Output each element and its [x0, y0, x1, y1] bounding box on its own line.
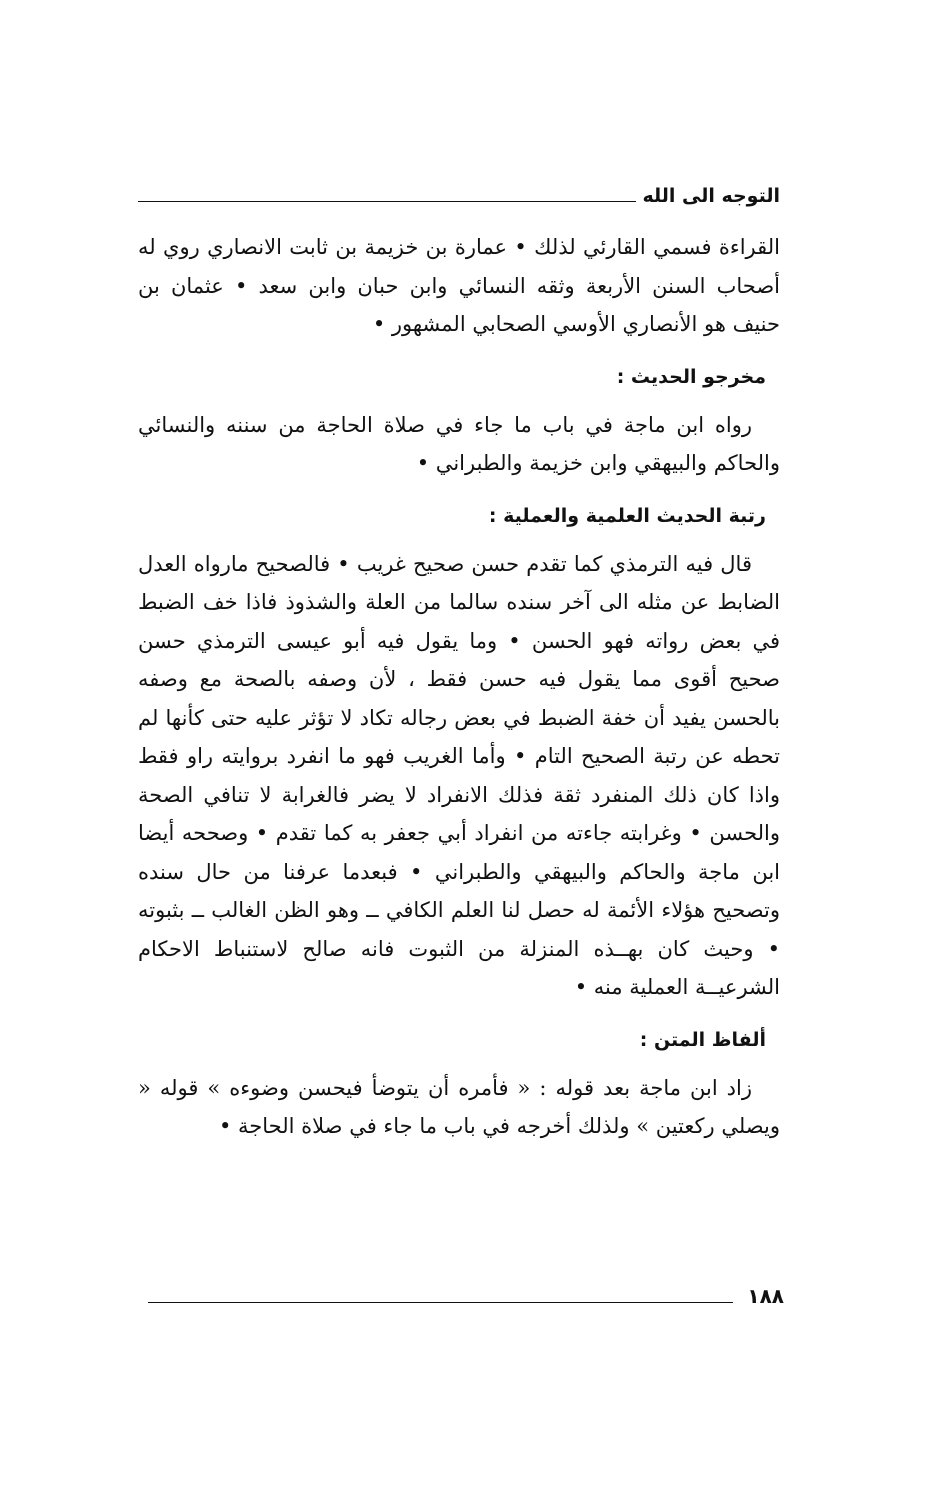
narrators-paragraph: القراءة فسمي القارئي لذلك • عمارة بن خزيمة بن ثابت الانصاري روي له أصحاب السنن الأربعة وثقه النسائي وابن حبان وابن سعد • عثمان بن حنيف هو الأنصاري الأوسي الصحابي المشهور • — [138, 235, 780, 336]
running-header — [138, 168, 780, 208]
heading-hadith-rank: رتبة الحديث العلمية والعملية : — [488, 504, 766, 527]
heading-hadith-sources: مخرجو الحديث : — [616, 365, 766, 388]
page-number: ١٨٨ — [747, 1284, 784, 1308]
header-rule — [138, 201, 636, 202]
text-wording-paragraph: زاد ابن ماجة بعد قوله : « فأمره أن يتوضأ فيحسن وضوءه » قوله « ويصلي ركعتين » ولذلك أخرجه في باب ما جاء في صلاة الحاجة • — [138, 1075, 780, 1138]
body-text — [138, 228, 780, 1146]
page-footer — [148, 1277, 784, 1307]
hadith-sources-paragraph: رواه ابن ماجة في باب ما جاء في صلاة الحاجة من سننه والنسائي والحاكم والبيهقي وابن خزيمة والطبراني • — [138, 412, 780, 475]
hadith-rank-paragraph: قال فيه الترمذي كما تقدم حسن صحيح غريب • فالصحيح مارواه العدل الضابط عن مثله الى آخر سنده سالما من العلة والشذوذ فاذا خف الضبط في بعض رواته فهو الحسن • وما يقول فيه أبو عيسى الترمذي حسن صحيح أقوى مما يقول فيه حسن فقط ، لأن وصفه بالصحة مع وصفه بالحسن يفيد أن خفة الضبط في بعض رجاله تكاد لا تؤثر عليه حتى كأنها لم تحطه عن رتبة الصحيح التام • وأما الغريب فهو ما انفرد بروايته راو فقط واذا كان ذلك المنفرد ثقة فذلك الانفراد لا يضر فالغرابة لا تنافي الصحة والحسن • وغرابته جاءته من انفراد أبي جعفر به كما تقدم • وصححه أيضا ابن ماجة والحاكم والبيهقي والطبراني • فبعدما عرفنا من حال سنده وتصحيح هؤلاء الأئمة له حصل لنا العلم الكافي ــ وهو الظن الغالب ــ بثبوته • وحيث كان بهــذه المنزلة من الثبوت فانه صالح لاستنباط الاحكام الشرعيــة العملية منه • — [138, 551, 780, 999]
footer-rule — [148, 1302, 733, 1303]
running-title: التوجه الى الله — [642, 185, 780, 208]
heading-text-wording: ألفاظ المتن : — [639, 1028, 766, 1051]
